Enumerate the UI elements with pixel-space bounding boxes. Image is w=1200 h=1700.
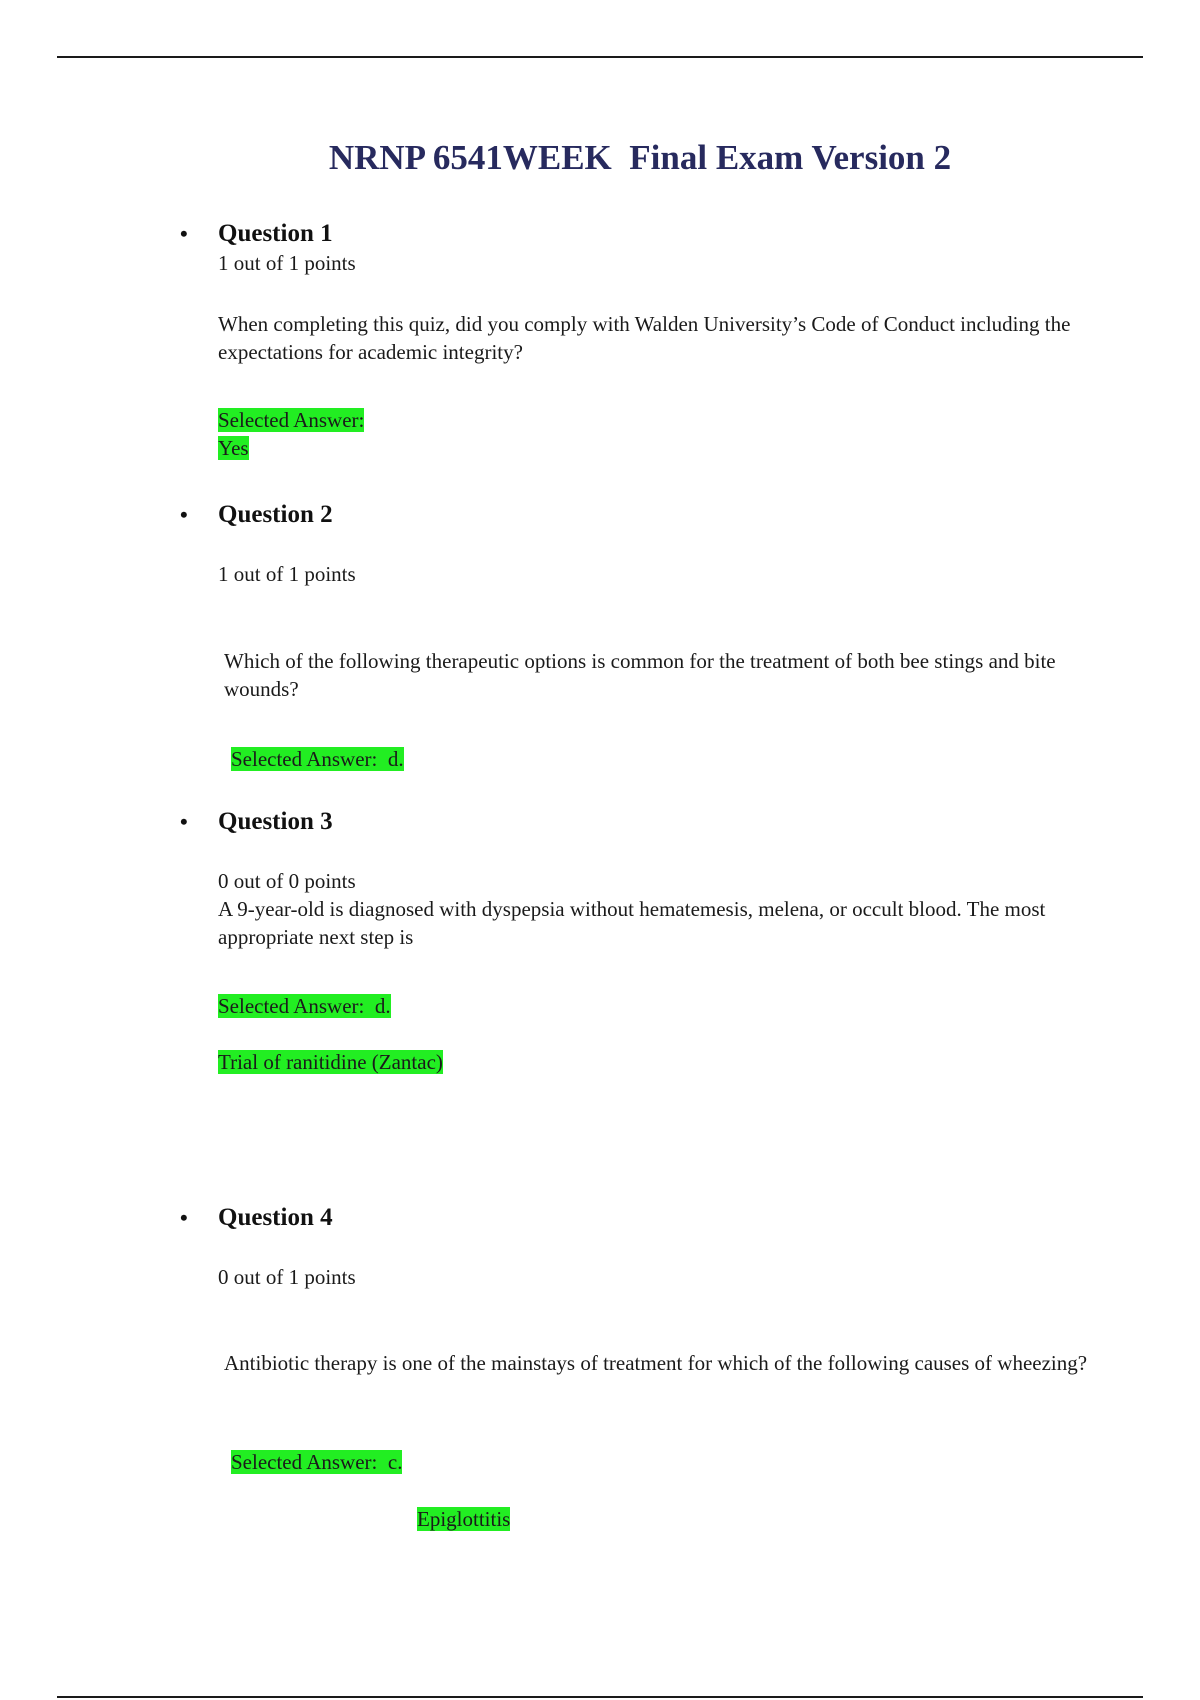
question-prompt: Antibiotic therapy is one of the mainstays of treatment for which of the following causes of wheezing? xyxy=(224,1351,1088,1375)
selected-answer xyxy=(231,745,404,773)
question-points: 0 out of 0 points xyxy=(218,869,356,893)
selected-answer xyxy=(218,992,391,1020)
question-prompt: A 9-year-old is diagnosed with dyspepsia without hematemesis, melena, or occult blood. The most appropriate next step is xyxy=(218,897,1046,949)
selected-answer-value: Yes xyxy=(218,436,249,460)
bullet-icon: • xyxy=(180,221,188,246)
question-label: Question 4 xyxy=(218,1204,333,1231)
bullet-icon: • xyxy=(180,809,188,834)
question-heading xyxy=(180,1203,333,1233)
bullet-icon: • xyxy=(180,1205,188,1230)
bottom-rule xyxy=(57,1696,1143,1698)
question-prompt: When completing this quiz, did you comply with Walden University’s Code of Conduct including the expectations for academic integrity? xyxy=(218,312,1071,364)
document-title: NRNP 6541WEEK Final Exam Version 2 xyxy=(328,138,952,177)
question-heading xyxy=(180,807,333,837)
question-label: Question 1 xyxy=(218,220,333,247)
question-heading xyxy=(180,219,333,249)
selected-answer-label: Selected Answer: c. xyxy=(231,1450,403,1474)
question-points: 0 out of 1 points xyxy=(218,1265,356,1289)
question-points: 1 out of 1 points xyxy=(218,562,356,586)
selected-answer-label: Selected Answer: d. xyxy=(231,747,404,771)
selected-answer-value-row xyxy=(417,1505,510,1533)
selected-answer-value: Trial of ranitidine (Zantac) xyxy=(218,1050,443,1074)
selected-answer-value: Epiglottitis xyxy=(417,1507,511,1531)
top-rule xyxy=(57,56,1143,58)
selected-answer-label: Selected Answer: xyxy=(218,408,365,432)
bullet-icon: • xyxy=(180,502,188,527)
selected-answer-value-row xyxy=(218,1048,443,1076)
question-points: 1 out of 1 points xyxy=(218,251,356,275)
selected-answer xyxy=(218,406,364,434)
selected-answer-label: Selected Answer: d. xyxy=(218,994,391,1018)
question-prompt: Which of the following therapeutic options is common for the treatment of both bee stings and bite wounds? xyxy=(224,649,1056,701)
selected-answer-value-row xyxy=(218,434,249,462)
selected-answer xyxy=(231,1448,402,1476)
question-heading xyxy=(180,500,333,530)
question-label: Question 3 xyxy=(218,808,333,835)
question-label: Question 2 xyxy=(218,501,333,528)
